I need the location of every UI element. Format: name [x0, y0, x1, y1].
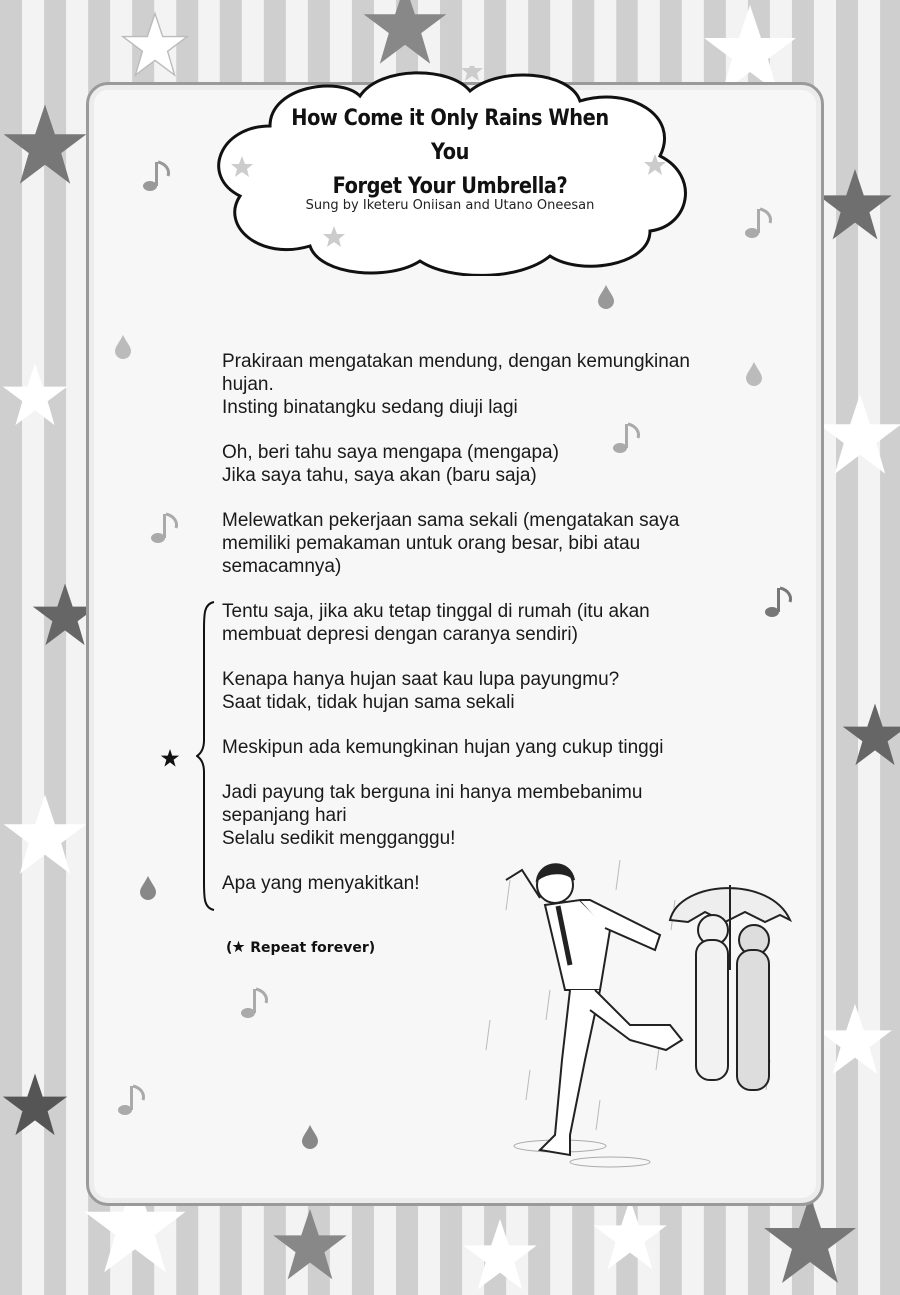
lyric-line: Jika saya tahu, saya akan (baru saja) — [222, 465, 537, 486]
lyric-line: Apa yang menyakitkan! — [222, 873, 420, 894]
lyric-line: Prakiraan mengatakan mendung, dengan kemungkinan — [222, 351, 690, 372]
background-star-icon — [815, 165, 895, 245]
background-star-icon — [840, 700, 900, 770]
repeat-note-open: ( — [226, 940, 233, 956]
lyric-line: Saat tidak, tidak hujan sama sekali — [222, 692, 515, 713]
lyric-line: Melewatkan pekerjaan sama sekali (mengatakan saya — [222, 510, 680, 531]
music-note-icon — [115, 1082, 151, 1118]
music-note-icon — [742, 205, 778, 241]
background-star-icon — [0, 790, 90, 880]
lyric-line: semacamnya) — [222, 556, 342, 577]
music-note-icon — [148, 510, 184, 546]
lyric-line: memiliki pemakaman untuk orang besar, bibi atau — [222, 533, 641, 554]
music-note-icon — [140, 158, 176, 194]
background-star-icon — [270, 1205, 350, 1285]
lyric-line: Jadi payung tak berguna ini hanya membebanimu — [222, 782, 643, 803]
song-title-line: How Come it Only Rains When You — [291, 106, 609, 165]
background-star-icon — [0, 360, 70, 430]
repeat-star-icon — [232, 940, 245, 953]
lyrics-body — [222, 350, 762, 895]
background-star-icon — [0, 1070, 70, 1140]
background-star-icon — [590, 1195, 670, 1275]
song-credit: Sung by Iketeru Oniisan and Utano Oneesan — [305, 198, 595, 213]
cloud-star-icon — [461, 66, 483, 81]
lyric-line: Kenapa hanya hujan saat kau lupa payungmu? — [222, 669, 620, 690]
creatures — [696, 915, 769, 1090]
rain-illustration — [470, 840, 810, 1190]
chorus-brace — [196, 600, 216, 912]
lyric-line: Tentu saja, jika aku tetap tinggal di rumah (itu akan — [222, 601, 650, 622]
lyric-line: Insting binatangku sedang diuji lagi — [222, 397, 518, 418]
raindrop-icon — [140, 876, 156, 900]
background-star-icon — [815, 390, 900, 480]
music-note-icon — [762, 584, 798, 620]
background-star-icon — [815, 1000, 895, 1080]
lyric-line: Selalu sedikit mengganggu! — [222, 828, 456, 849]
background-star-icon — [120, 10, 190, 80]
lyric-line: sepanjang hari — [222, 805, 347, 826]
raindrop-icon — [598, 285, 614, 309]
raindrop-icon — [115, 335, 131, 359]
lyric-line: hujan. — [222, 374, 274, 395]
repeat-note-label: Repeat forever) — [245, 940, 376, 956]
running-boy — [506, 864, 682, 1155]
lyric-line: membuat depresi dengan caranya sendiri) — [222, 624, 578, 645]
raindrop-icon — [302, 1125, 318, 1149]
umbrella-icon — [670, 885, 790, 970]
lyric-line: Oh, beri tahu saya mengapa (mengapa) — [222, 442, 559, 463]
song-title — [274, 102, 626, 204]
lyric-line: Meskipun ada kemungkinan hujan yang cukup tinggi — [222, 737, 664, 758]
song-title-line: Forget Your Umbrella? — [332, 174, 568, 199]
background-star-icon — [0, 100, 90, 190]
background-star-icon — [460, 1215, 540, 1295]
music-note-icon — [238, 985, 274, 1021]
chorus-star-icon — [160, 748, 180, 768]
background-star-icon — [360, 0, 450, 70]
repeat-note — [226, 940, 375, 956]
